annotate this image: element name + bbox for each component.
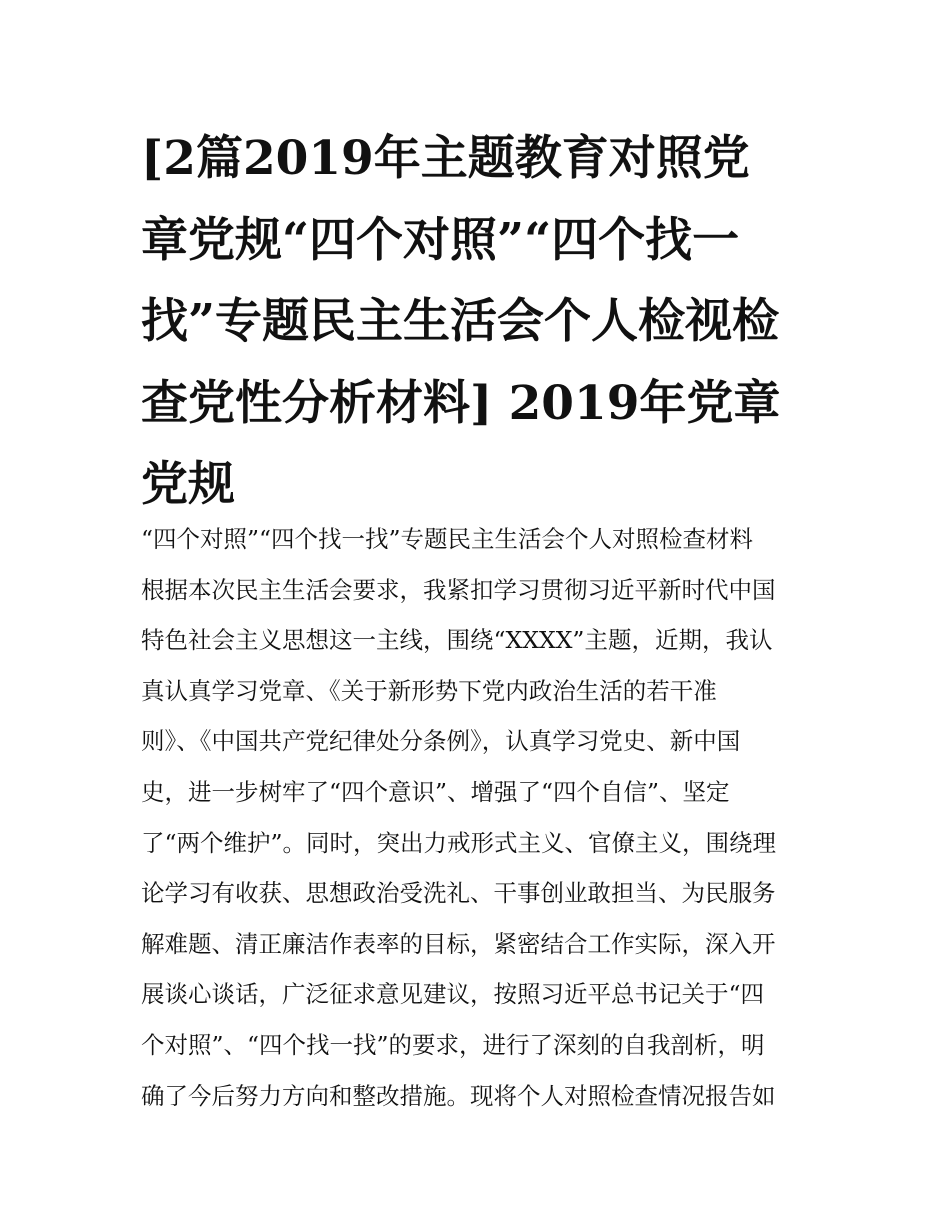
body-line: 根据本次民主生活会要求，我紧扣学习贯彻习近平新时代中国 (141, 575, 776, 604)
body-line: 史，进一步树牢了“四个意识”、增强了“四个自信”、坚定 (141, 777, 730, 806)
body-line: 解难题、清正廉洁作表率的目标，紧密结合工作实际，深入开 (141, 929, 776, 958)
body-line: 论学习有收获、思想政治受洗礼、干事创业敢担当、为民服务 (141, 879, 776, 908)
document-title (141, 118, 813, 526)
title-line: 查党性分析材料] 2019年党章 (141, 375, 781, 431)
document-body (141, 514, 813, 1121)
title-line: 找”专题民主生活会个人检视检 (141, 294, 780, 349)
body-line: 展谈心谈话，广泛征求意见建议，按照习近平总书记关于“四 (141, 980, 765, 1009)
title-line: 党规 (141, 457, 235, 512)
body-line: 特色社会主义思想这一主线，围绕“XXXX”主题，近期，我认 (141, 626, 773, 655)
title-line: 章党规“四个对照”“四个找一 (141, 212, 740, 268)
body-line: 则》、《中国共产党纪律处分条例》，认真学习党史、新中国 (141, 727, 741, 756)
body-line: 真认真学习党章、《关于新形势下党内政治生活的若干准 (141, 676, 717, 705)
body-line: 确了今后努力方向和整改措施。现将个人对照检查情况报告如 (141, 1081, 776, 1110)
body-line: 了“两个维护”。同时，突出力戒形式主义、官僚主义，围绕理 (141, 828, 777, 857)
title-line: [2篇2019年主题教育对照党 (141, 131, 750, 186)
body-line: 个对照”、“四个找一找”的要求，进行了深刻的自我剖析，明 (141, 1030, 765, 1059)
body-line: “四个对照”“四个找一找”专题民主生活会个人对照检查材料 (141, 525, 754, 553)
